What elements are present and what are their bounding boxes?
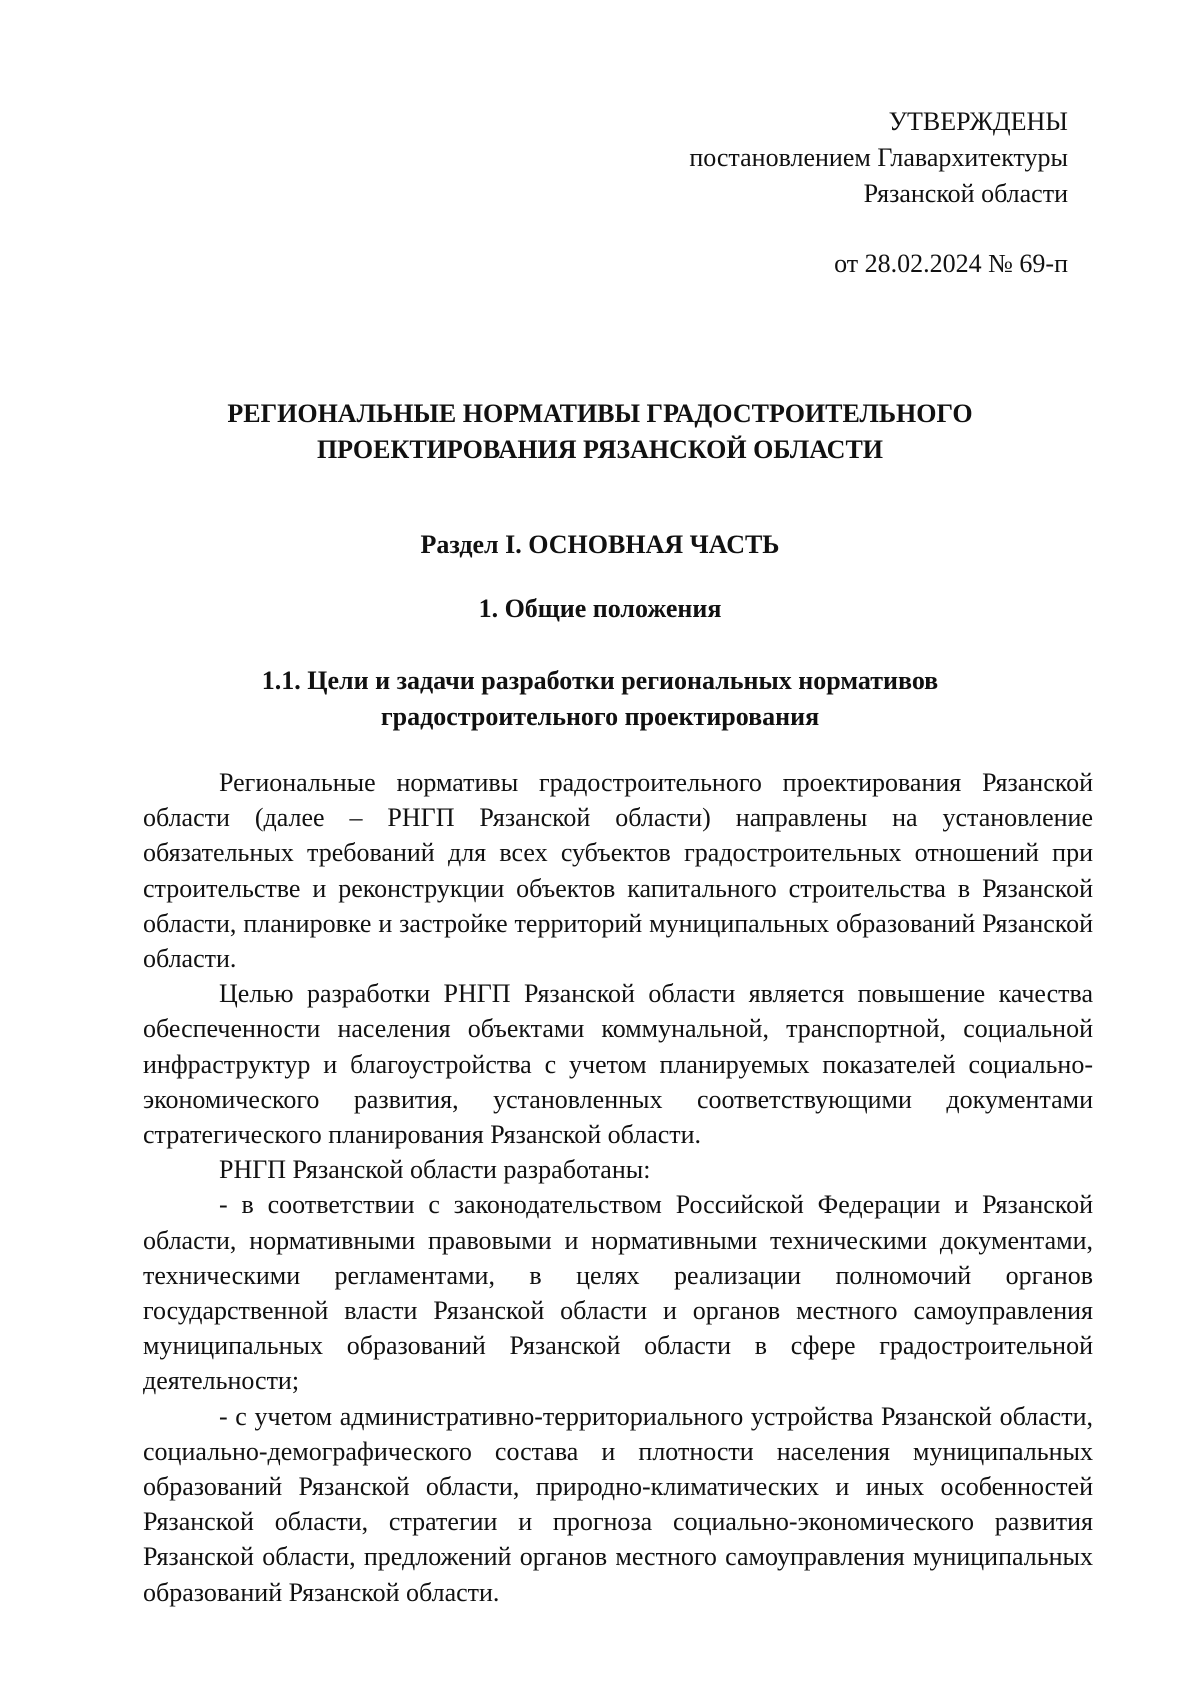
list-item-considerations: - с учетом административно-территориального устройства Рязанской области, социально-демографического состава и плотности населения муниципальных образований Рязанской области, природно-климатических и иных особенностей Рязанской области, стратегии и прогноза социально-экономического развития Рязанской области, предложений органов местного самоуправления муниципальных образований Рязанской области. bbox=[143, 1401, 1093, 1607]
paragraph-developed-intro: РНГП Рязанской области разработаны: bbox=[219, 1155, 651, 1185]
section-heading: Раздел I. ОСНОВНАЯ ЧАСТЬ bbox=[420, 530, 780, 559]
decree-reference: от 28.02.2024 № 69-п bbox=[834, 249, 1068, 278]
subsection-heading-line1: 1.1. Цели и задачи разработки региональных нормативов bbox=[261, 666, 939, 695]
document-title-line2: ПРОЕКТИРОВАНИЯ РЯЗАНСКОЙ ОБЛАСТИ bbox=[316, 435, 884, 464]
subsection-heading bbox=[130, 663, 1070, 735]
document-title bbox=[130, 396, 1070, 468]
approval-stamp bbox=[689, 104, 1068, 282]
subsection-heading-line2: градостроительного проектирования bbox=[380, 702, 820, 731]
approval-status: УТВЕРЖДЕНЫ bbox=[888, 107, 1068, 136]
paragraph-purpose: Региональные нормативы градостроительного проектирования Рязанской области (далее – РНГП Рязанской области) направлены на установление обязательных требований для всех субъектов градостроительных отношений при строительстве и реконструкции объектов капитального строительства в Рязанской области, планировке и застройке территорий муниципальных образований Рязанской области. bbox=[143, 768, 1093, 974]
approval-issuer-line2: Рязанской области bbox=[863, 179, 1068, 208]
list-item-legislation: - в соответствии с законодательством Российской Федерации и Рязанской области, нормативными правовыми и нормативными техническими документами, техническими регламентами, в целях реализации полномочий органов государственной власти Рязанской области и органов местного самоуправления муниципальных образований Рязанской области в сфере градостроительной деятельности; bbox=[143, 1190, 1093, 1396]
document-title-line1: РЕГИОНАЛЬНЫЕ НОРМАТИВЫ ГРАДОСТРОИТЕЛЬНОГО bbox=[227, 399, 973, 428]
approval-issuer-line1: постановлением Главархитектуры bbox=[689, 143, 1068, 172]
chapter-heading: 1. Общие положения bbox=[478, 594, 722, 623]
body-text bbox=[143, 765, 1093, 1610]
paragraph-goal: Целью разработки РНГП Рязанской области является повышение качества обеспеченности населения объектами коммунальной, транспортной, социальной инфраструктур и благоустройства с учетом планируемых показателей социально-экономического развития, установленных соответствующими документами стратегического планирования Рязанской области. bbox=[143, 979, 1093, 1150]
